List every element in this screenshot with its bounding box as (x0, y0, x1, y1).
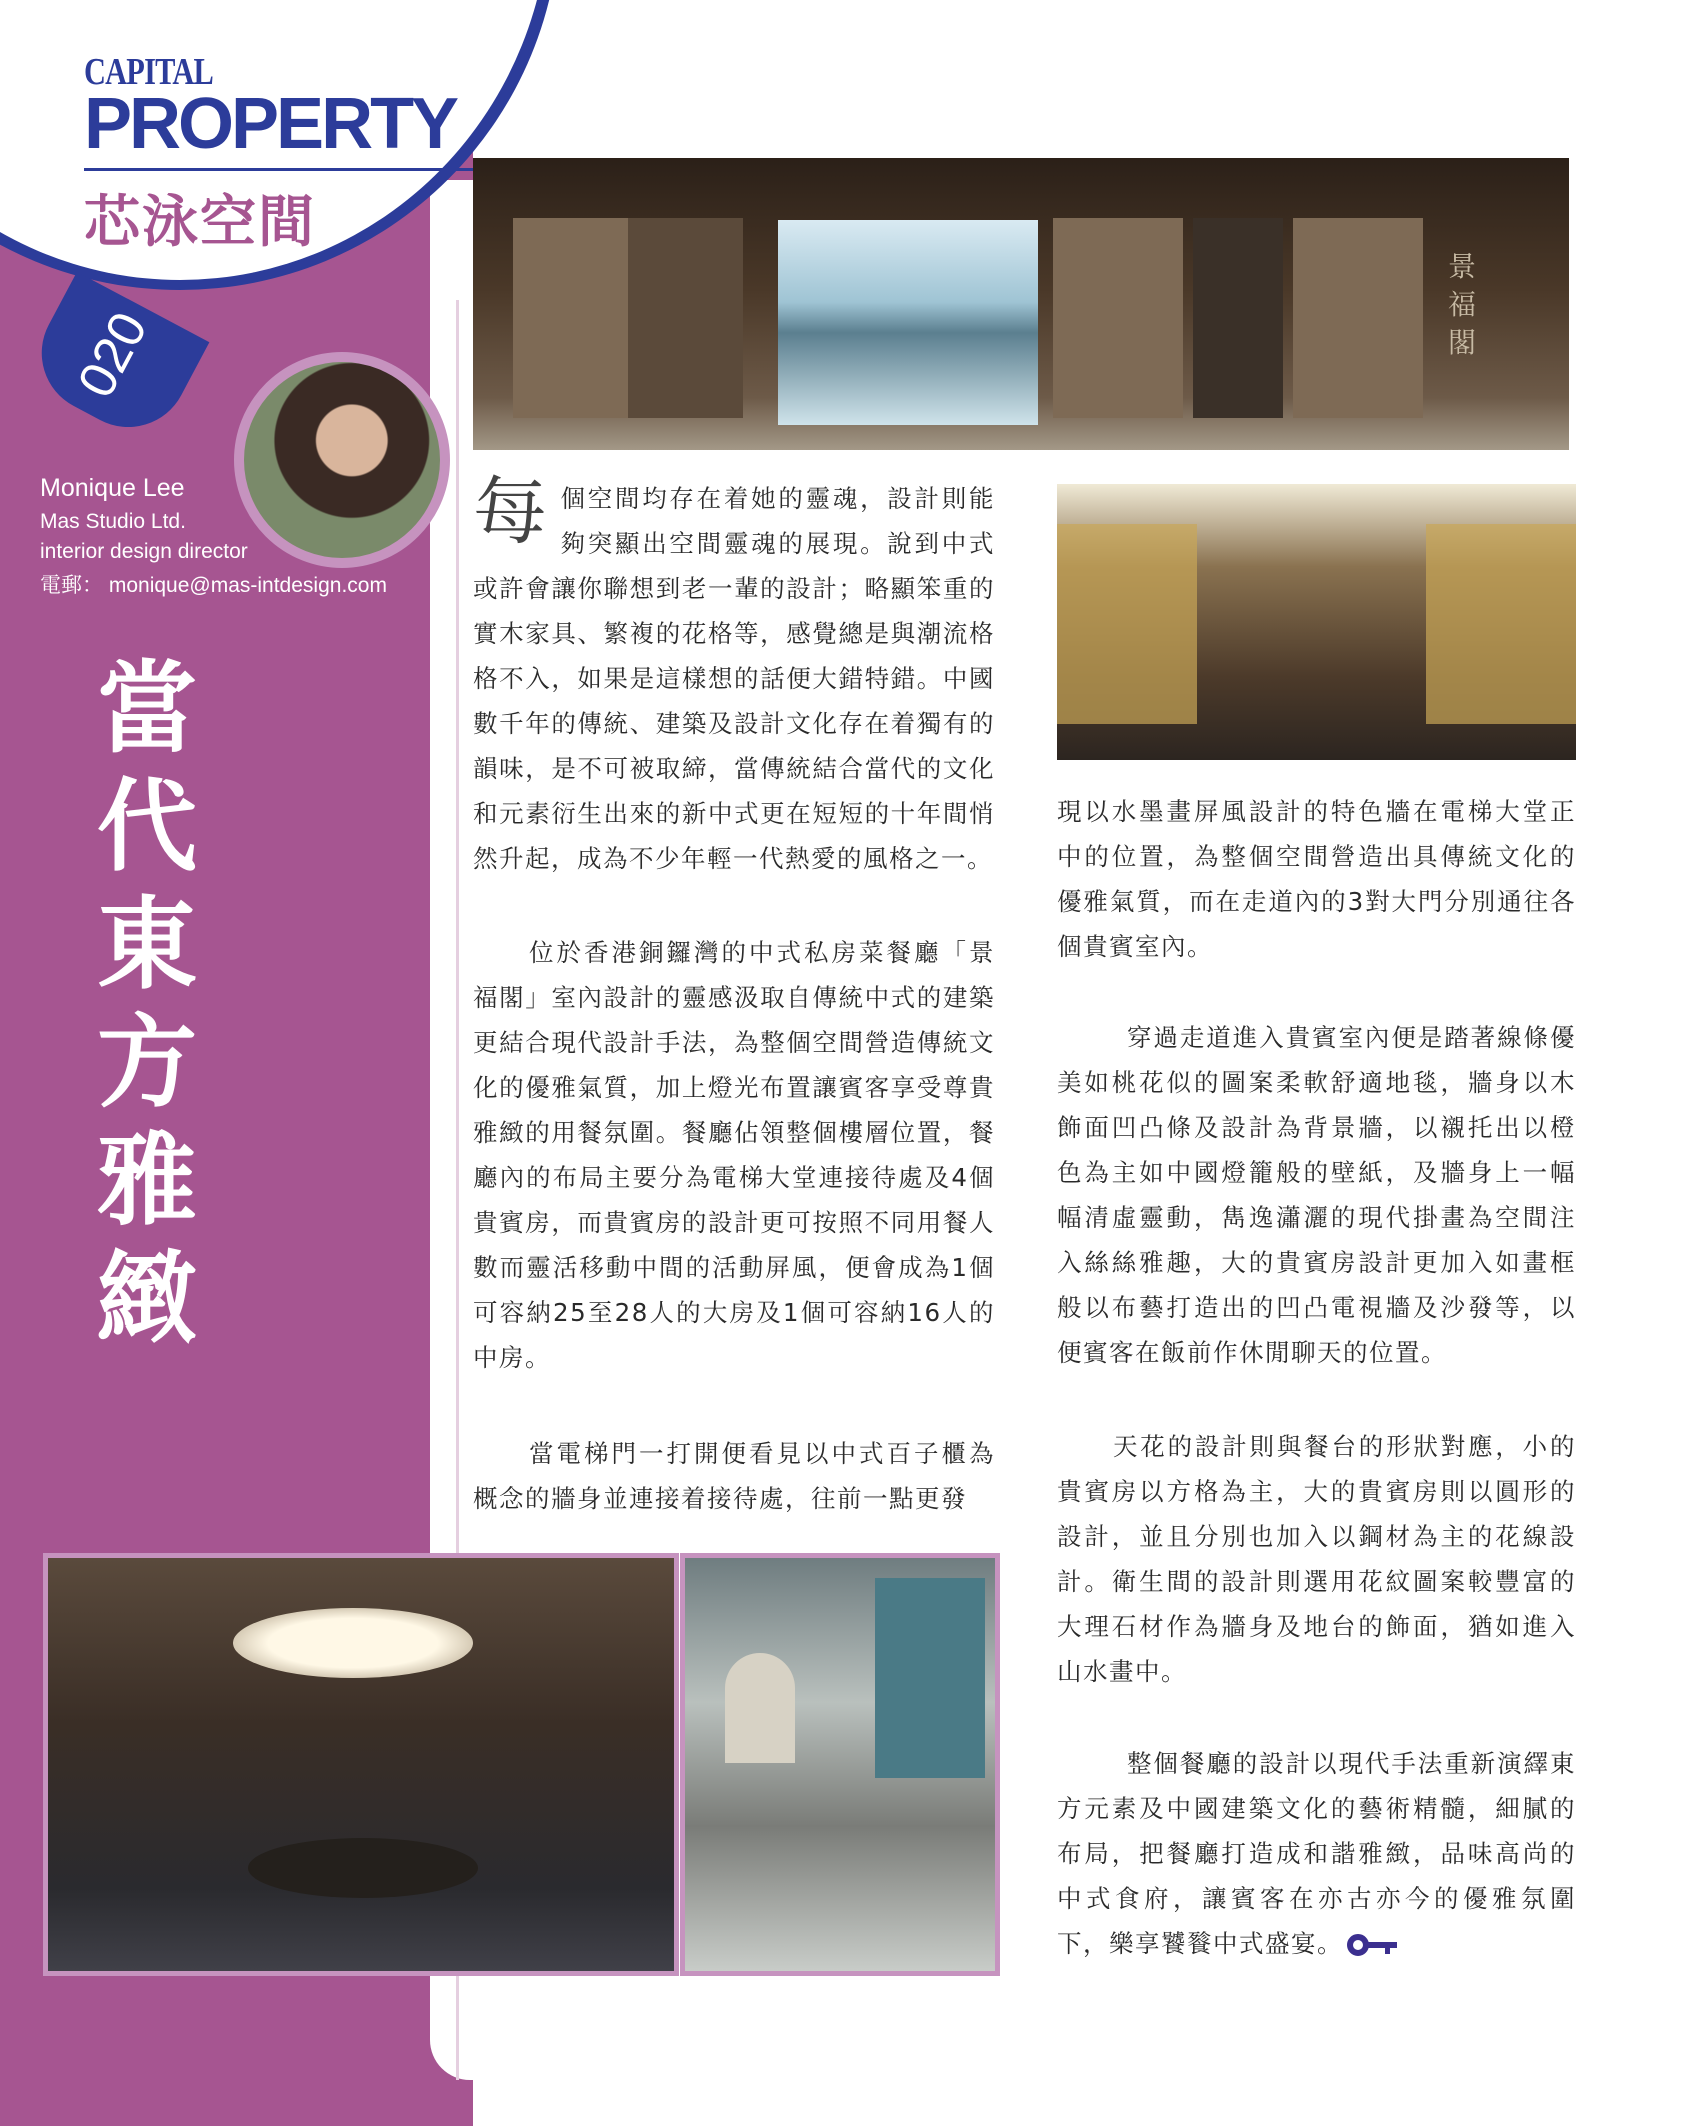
paragraph-1-text: 個空間均存在着她的靈魂，設計則能夠突顯出空間靈魂的展現。說到中式或許會讓你聯想到老一輩的設計；略顯笨重的實木家具、繁複的花格等，感覺總是與潮流格格不入，如果是這樣想的話便大錯特錯。中國數千年的傳統、建築及設計文化存在着獨有的韻味，是不可被取締，當傳統結合當代的文化和元素衍生出來的新中式更在短短的十年間悄然升起，成為不少年輕一代熱愛的風格之一。 (473, 484, 995, 873)
brand-rule (84, 168, 484, 171)
author-email: monique@mas-intdesign.com (108, 574, 387, 597)
paragraph-6: 天花的設計則與餐台的形狀對應，小的貴賓房以方格為主，大的貴賓房則以圓形的設計，並且分別也加入以鋼材為主的花線設計。衛生間的設計則選用花紋圖案較豐富的大理石材作為牆身及地台的飾面，猶如進入山水畫中。 (1057, 1432, 1576, 1686)
hero-photo-lobby (473, 158, 1569, 450)
section-title: 芯泳空間 (84, 190, 316, 255)
paragraph-7 (1057, 1741, 1576, 1966)
wood-panel (1193, 218, 1283, 418)
restaurant-sign: 景福閣 (1448, 250, 1477, 359)
paragraph-2: 位於香港銅鑼灣的中式私房菜餐廳「景福閣」室內設計的靈感汲取自傳統中式的建築更結合現代設計手法，為整個空間營造傳統文化的優雅氣質，加上燈光布置讓賓客享受尊貴雅緻的用餐氛圍。餐廳佔領整個樓層位置，餐廳內的布局主要分為電梯大堂連接待處及4個貴賓房，而貴賓房的設計更可按照不同用餐人數而靈活移動中間的活動屏風，便會成為1個可容納25至28人的大房及1個可容納16人的中房。 (473, 938, 995, 1372)
drop-cap: 每 (473, 469, 549, 555)
article-title: 當代東方雅緻 (97, 650, 197, 1357)
photo-restroom (680, 1553, 1000, 1976)
page-number: 020 (67, 303, 159, 407)
round-table (248, 1838, 478, 1898)
wood-panel (1293, 218, 1423, 418)
wood-panel (513, 218, 633, 418)
author-name: Monique Lee (40, 474, 185, 502)
author-avatar (234, 352, 450, 568)
email-label: 電郵： (40, 574, 103, 597)
brand-property: PROPERTY (84, 84, 457, 164)
gold-wall (1426, 524, 1576, 724)
wall-art (875, 1578, 985, 1778)
paragraph-1 (473, 469, 995, 881)
key-icon (1347, 1934, 1397, 1956)
gold-wall (1057, 524, 1197, 724)
arched-mirror (725, 1653, 795, 1763)
paragraph-3: 當電梯門一打開便看見以中式百子櫃為概念的牆身並連接着接待處，往前一點更發 (473, 1439, 995, 1513)
photo-dining-room (1057, 484, 1576, 760)
author-role: interior design director (40, 540, 248, 563)
photo-vip-room (43, 1553, 679, 1976)
wood-panel (628, 218, 743, 418)
ceiling-dome (233, 1608, 473, 1678)
ink-painting-screen (778, 220, 1038, 425)
wood-panel (1053, 218, 1183, 418)
paragraph-7-text: 整個餐廳的設計以現代手法重新演繹東方元素及中國建築文化的藝術精髓，細膩的布局，把餐廳打造成和諧雅緻，品味高尚的中式食府，讓賓客在亦古亦今的優雅氛圍下，樂享饕餮中式盛宴。 (1057, 1749, 1576, 1958)
author-email-row (40, 569, 387, 599)
paragraph-4: 現以水墨畫屏風設計的特色牆在電梯大堂正中的位置，為整個空間營造出具傳統文化的優雅氣質，而在走道內的3對大門分別通往各個貴賓室內。 (1057, 797, 1576, 961)
brand-capital: CAPITAL (84, 51, 213, 93)
author-company: Mas Studio Ltd. (40, 510, 186, 533)
paragraph-5: 穿過走道進入貴賓室內便是踏著線條優美如桃花似的圖案柔軟舒適地毯，牆身以木飾面凹凸條及設計為背景牆，以襯托出以橙色為主如中國燈籠般的壁紙，及牆身上一幅幅清虛靈動，雋逸瀟灑的現代掛畫為空間注入絲絲雅趣，大的貴賓房設計更加入如畫框般以布藝打造出的凹凸電視牆及沙發等，以便賓客在飯前作休閒聊天的位置。 (1057, 1023, 1576, 1367)
